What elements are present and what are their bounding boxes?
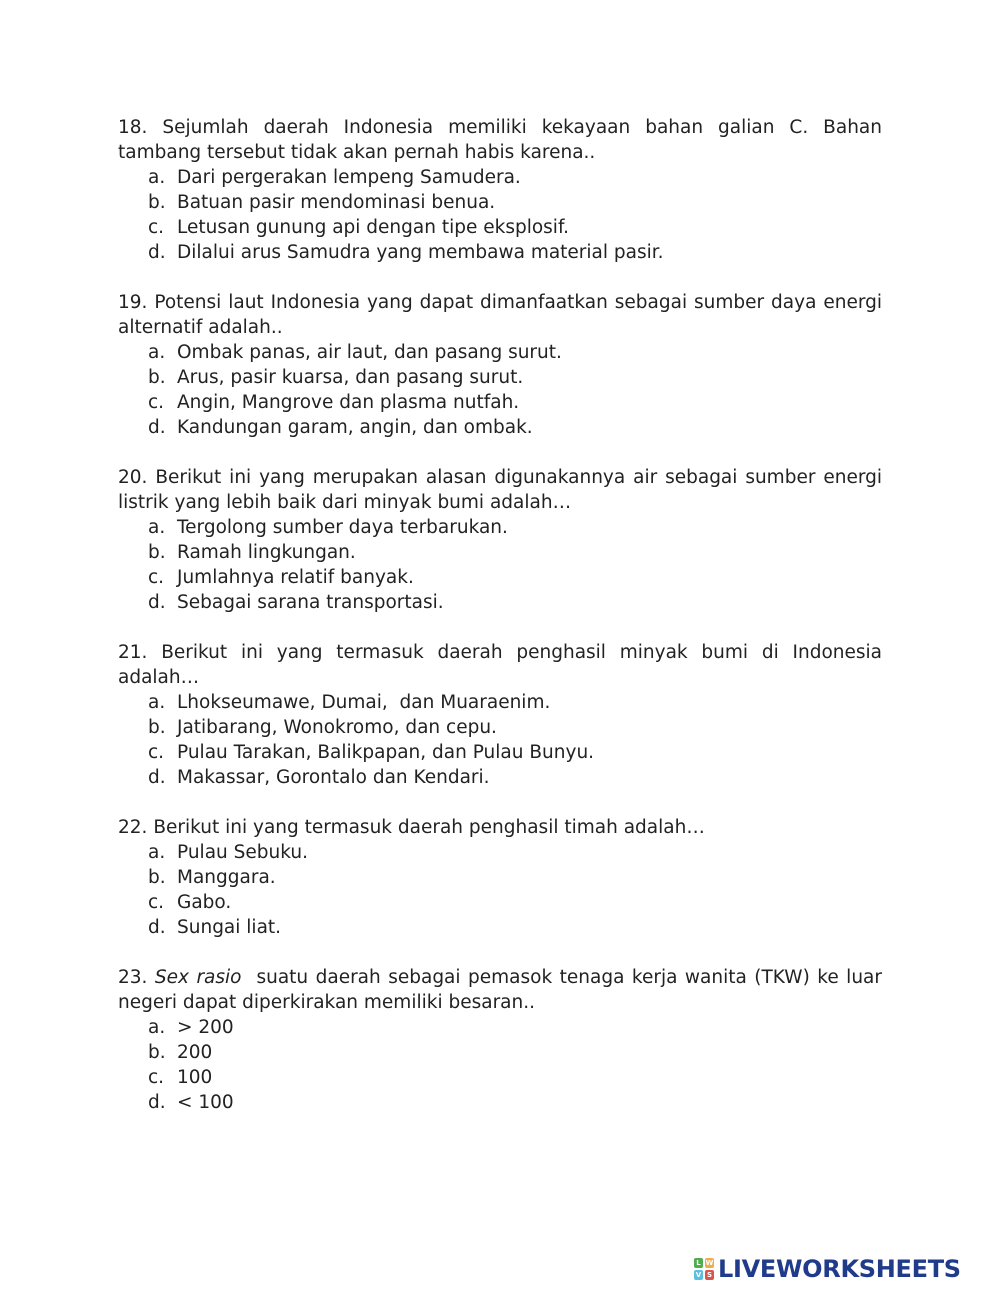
liveworksheets-logo <box>694 1254 961 1284</box>
brand-name: LIVEWORKSHEETS <box>718 1255 961 1283</box>
option-letter: d. <box>148 592 166 613</box>
option-letter: c. <box>148 392 165 413</box>
question-19 <box>118 290 882 440</box>
option-text: Manggara. <box>177 867 276 888</box>
option-c[interactable] <box>148 565 882 590</box>
option-letter: d. <box>148 917 166 938</box>
option-text: Jatibarang, Wonokromo, dan cepu. <box>177 717 497 738</box>
option-c[interactable] <box>148 215 882 240</box>
option-d[interactable] <box>148 240 882 265</box>
question-text: Berikut ini yang termasuk daerah penghasil timah adalah… <box>153 817 705 838</box>
option-text: Pulau Sebuku. <box>177 842 308 863</box>
option-text: 200 <box>177 1042 213 1063</box>
worksheet <box>118 115 888 1140</box>
option-list <box>118 840 882 940</box>
option-text: 100 <box>177 1067 213 1088</box>
logo-square: W <box>705 1259 714 1267</box>
option-letter: d. <box>148 417 166 438</box>
option-text: Letusan gunung api dengan tipe eksplosif. <box>177 217 569 238</box>
option-letter: a. <box>148 692 166 713</box>
option-c[interactable] <box>148 1065 882 1090</box>
option-letter: d. <box>148 767 166 788</box>
question-text: Potensi laut Indonesia yang dapat dimanfaatkan sebagai sumber daya energi alternatif adalah.. <box>118 292 882 338</box>
option-letter: b. <box>148 367 166 388</box>
option-text: Makassar, Gorontalo dan Kendari. <box>177 767 490 788</box>
option-letter: d. <box>148 1092 166 1113</box>
logo-square: V <box>695 1271 702 1279</box>
option-letter: c. <box>148 1067 165 1088</box>
option-letter: b. <box>148 717 166 738</box>
option-text: Kandungan garam, angin, dan ombak. <box>177 417 533 438</box>
question-number: 21. <box>118 642 148 663</box>
option-d[interactable] <box>148 590 882 615</box>
question-text: Berikut ini yang merupakan alasan digunakannya air sebagai sumber energi listrik yang lebih baik dari minyak bumi adalah… <box>118 467 882 513</box>
logo-square: L <box>694 1258 703 1268</box>
option-letter: a. <box>148 342 166 363</box>
option-letter: d. <box>148 242 166 263</box>
option-a[interactable] <box>148 165 882 190</box>
option-list <box>118 340 882 440</box>
question-20 <box>118 465 882 615</box>
option-text: Ombak panas, air laut, dan pasang surut. <box>177 342 562 363</box>
option-d[interactable] <box>148 915 882 940</box>
option-list <box>118 1015 882 1115</box>
option-letter: c. <box>148 742 165 763</box>
question-text: suatu daerah sebagai pemasok tenaga kerja wanita (TKW) ke luar negeri dapat diperkirakan memiliki besaran.. <box>118 967 888 1013</box>
option-a[interactable] <box>148 840 882 865</box>
question-number: 18. <box>118 117 148 138</box>
question-text: Sejumlah daerah Indonesia memiliki kekayaan bahan galian C. Bahan tambang tersebut tidak akan pernah habis karena.. <box>118 117 882 163</box>
question-text: Berikut ini yang termasuk daerah penghasil minyak bumi di Indonesia adalah… <box>118 642 882 688</box>
option-list <box>118 515 882 615</box>
option-c[interactable] <box>148 890 882 915</box>
question-number: 23. <box>118 967 148 988</box>
option-d[interactable] <box>148 765 882 790</box>
option-text: Sungai liat. <box>177 917 282 938</box>
option-list <box>118 165 882 265</box>
option-a[interactable] <box>148 515 882 540</box>
option-b[interactable] <box>148 1040 882 1065</box>
option-a[interactable] <box>148 1015 882 1040</box>
option-b[interactable] <box>148 865 882 890</box>
option-b[interactable] <box>148 715 882 740</box>
option-text: Angin, Mangrove dan plasma nutfah. <box>177 392 520 413</box>
option-letter: c. <box>148 892 165 913</box>
logo-square: S <box>706 1271 713 1279</box>
question-21 <box>118 640 882 790</box>
option-letter: b. <box>148 1042 166 1063</box>
option-b[interactable] <box>148 190 882 215</box>
option-text: Dilalui arus Samudra yang membawa material pasir. <box>177 242 664 263</box>
question-term-italic: Sex rasio <box>154 967 242 988</box>
option-b[interactable] <box>148 365 882 390</box>
option-list <box>118 690 882 790</box>
option-text: Sebagai sarana transportasi. <box>177 592 444 613</box>
option-letter: a. <box>148 517 166 538</box>
question-number: 22. <box>118 817 148 838</box>
question-number: 20. <box>118 467 148 488</box>
option-a[interactable] <box>148 690 882 715</box>
option-letter: a. <box>148 167 166 188</box>
option-text: Tergolong sumber daya terbarukan. <box>177 517 508 538</box>
question-number: 19. <box>118 292 148 313</box>
option-letter: c. <box>148 217 165 238</box>
option-a[interactable] <box>148 340 882 365</box>
option-letter: a. <box>148 1017 166 1038</box>
option-d[interactable] <box>148 415 882 440</box>
option-text: Arus, pasir kuarsa, dan pasang surut. <box>177 367 524 388</box>
option-b[interactable] <box>148 540 882 565</box>
option-text: Ramah lingkungan. <box>177 542 356 563</box>
logo-mark-icon <box>694 1258 714 1280</box>
question-18 <box>118 115 882 265</box>
option-text: < 100 <box>177 1092 234 1113</box>
option-d[interactable] <box>148 1090 882 1115</box>
option-text: Dari pergerakan lempeng Samudera. <box>177 167 521 188</box>
option-c[interactable] <box>148 390 882 415</box>
option-c[interactable] <box>148 740 882 765</box>
option-letter: b. <box>148 867 166 888</box>
question-22 <box>118 815 882 940</box>
option-text: Pulau Tarakan, Balikpapan, dan Pulau Bunyu. <box>177 742 595 763</box>
option-text: Jumlahnya relatif banyak. <box>177 567 414 588</box>
option-text: Batuan pasir mendominasi benua. <box>177 192 496 213</box>
option-letter: c. <box>148 567 165 588</box>
question-23 <box>118 965 888 1115</box>
option-letter: b. <box>148 192 166 213</box>
option-text: Gabo. <box>177 892 232 913</box>
option-letter: b. <box>148 542 166 563</box>
option-text: > 200 <box>177 1017 234 1038</box>
option-text: Lhokseumawe, Dumai, dan Muaraenim. <box>177 692 551 713</box>
option-letter: a. <box>148 842 166 863</box>
